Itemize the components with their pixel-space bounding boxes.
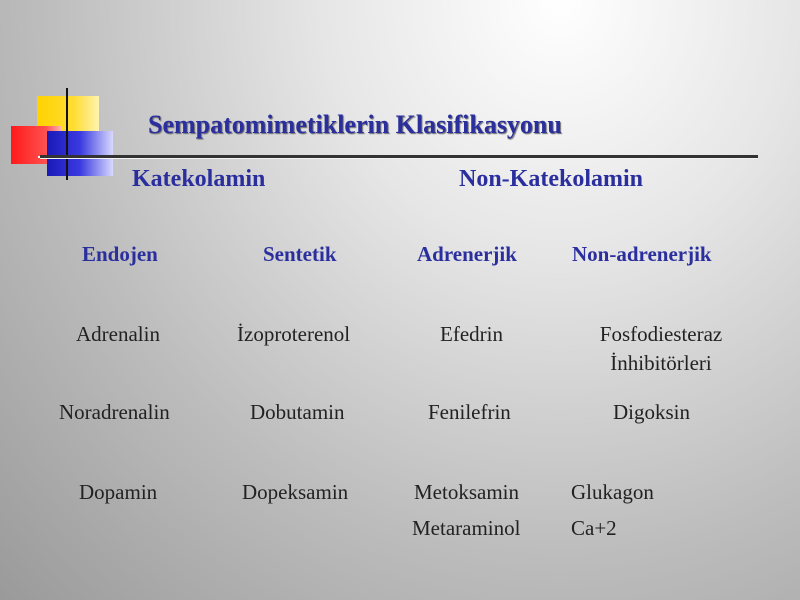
cell-metoksamin: Metoksamin: [414, 480, 519, 504]
title-divider-highlight: [40, 158, 758, 159]
cell-fosfodiesteraz-line1: Fosfodiesteraz: [599, 322, 723, 346]
column-header-non-adrenerjik: Non-adrenerjik: [572, 242, 712, 266]
cell-digoksin: Digoksin: [613, 400, 691, 424]
cell-dopamin: Dopamin: [79, 480, 158, 504]
column-header-endojen: Endojen: [82, 242, 158, 266]
column-header-adrenerjik: Adrenerjik: [417, 242, 517, 266]
cell-metaraminol: Metaraminol: [412, 516, 521, 540]
column-header-sentetik: Sentetik: [263, 242, 337, 266]
category-katekolamin: Katekolamin: [132, 166, 266, 192]
cell-noradrenalin: Noradrenalin: [59, 400, 170, 424]
cell-fosfodiesteraz: [576, 320, 746, 378]
cell-fenilefrin: Fenilefrin: [428, 400, 511, 424]
blue-square: [47, 131, 113, 176]
decorative-squares: [0, 0, 130, 190]
cell-izoproterenol: İzoproterenol: [237, 322, 351, 346]
slide-title: Sempatomimetiklerin Klasifikasyonu: [148, 110, 562, 139]
cell-ca2: Ca+2: [571, 516, 617, 540]
cell-fosfodiesteraz-line2: İnhibitörleri: [610, 351, 712, 375]
cell-dobutamin: Dobutamin: [250, 400, 345, 424]
cell-dopeksamin: Dopeksamin: [242, 480, 349, 504]
cell-glukagon: Glukagon: [571, 480, 654, 504]
category-non-katekolamin: Non-Katekolamin: [459, 166, 644, 192]
cell-adrenalin: Adrenalin: [76, 322, 160, 346]
cell-efedrin: Efedrin: [440, 322, 503, 346]
